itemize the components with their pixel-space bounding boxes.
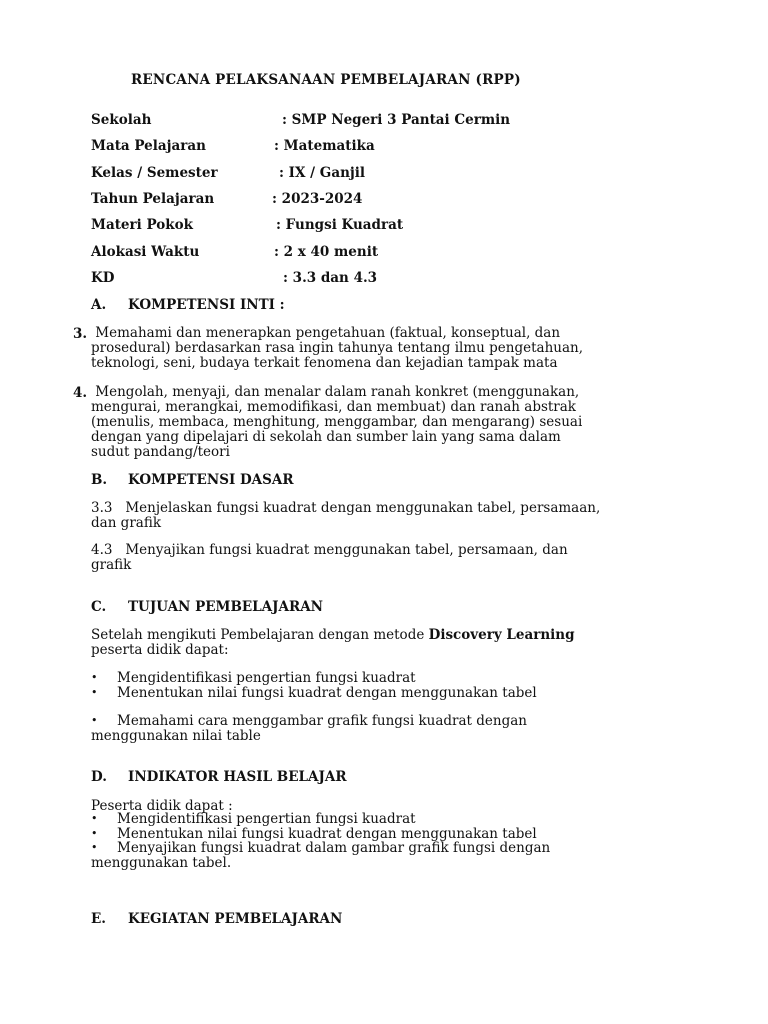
label-kd: KD bbox=[91, 270, 115, 286]
section-c-title: TUJUAN PEMBELAJARAN bbox=[128, 599, 324, 615]
kd-3-3-line-2: dan grafik bbox=[91, 515, 162, 531]
bullet-icon: • bbox=[91, 671, 98, 684]
ki-4-line-1: Mengolah, menyaji, dan menalar dalam ranah konkret (menggunakan, bbox=[91, 384, 580, 400]
tujuan-item-3-line-1: Memahami cara menggambar grafik fungsi kuadrat dengan bbox=[117, 713, 527, 729]
ki-4-line-2: mengurai, merangkai, memodifikasi, dan membuat) dan ranah abstrak bbox=[91, 399, 576, 415]
value-sekolah: : SMP Negeri 3 Pantai Cermin bbox=[282, 112, 511, 128]
kd-item-3-3 bbox=[91, 501, 600, 531]
bullet-icon: • bbox=[91, 841, 98, 854]
label-mata-pelajaran: Mata Pelajaran bbox=[91, 138, 206, 154]
section-d-letter: D. bbox=[91, 769, 107, 785]
tujuan-item-2: Menentukan nilai fungsi kuadrat dengan menggunakan tabel bbox=[117, 685, 537, 701]
section-e-letter: E. bbox=[91, 911, 106, 927]
kd-3-3-line-1: 3.3 Menjelaskan fungsi kuadrat dengan menggunakan tabel, persamaan, bbox=[91, 500, 601, 516]
section-c-letter: C. bbox=[91, 599, 107, 615]
ki-number-3: 3. bbox=[73, 326, 88, 342]
value-materi-pokok: : Fungsi Kuadrat bbox=[276, 217, 404, 233]
section-a-title: KOMPETENSI INTI : bbox=[128, 297, 285, 313]
ki-item-3 bbox=[91, 326, 583, 371]
value-tahun-pelajaran: : 2023-2024 bbox=[272, 191, 363, 207]
kd-4-3-line-2: grafik bbox=[91, 557, 132, 573]
section-b-heading bbox=[91, 472, 294, 488]
value-kd: : 3.3 dan 4.3 bbox=[283, 270, 378, 286]
value-mata-pelajaran: : Matematika bbox=[274, 138, 375, 154]
bullet-icon: • bbox=[91, 812, 98, 825]
ki-4-line-4: dengan yang dipelajari di sekolah dan sumber lain yang sama dalam bbox=[91, 429, 561, 445]
document-title: RENCANA PELAKSANAAN PEMBELAJARAN (RPP) bbox=[131, 72, 521, 88]
ki-4-line-5: sudut pandang/teori bbox=[91, 444, 230, 460]
section-e-heading bbox=[91, 911, 342, 927]
section-e-title: KEGIATAN PEMBELAJARAN bbox=[128, 911, 343, 927]
section-d-heading bbox=[91, 769, 347, 785]
tujuan-intro-line-1 bbox=[91, 628, 575, 643]
section-a-letter: A. bbox=[91, 297, 107, 313]
label-tahun-pelajaran: Tahun Pelajaran bbox=[91, 191, 215, 207]
label-sekolah: Sekolah bbox=[91, 112, 152, 128]
indikator-item-3-line-2: menggunakan tabel. bbox=[91, 855, 232, 871]
indikator-item-2: Menentukan nilai fungsi kuadrat dengan menggunakan tabel bbox=[117, 826, 537, 842]
tujuan-intro-line-2: peserta didik dapat: bbox=[91, 642, 229, 658]
value-kelas-semester: : IX / Ganjil bbox=[279, 165, 366, 181]
ki-3-line-3: teknologi, seni, budaya terkait fenomena dan kejadian tampak mata bbox=[91, 355, 558, 371]
indikator-intro: Peserta didik dapat : bbox=[91, 798, 233, 814]
ki-3-line-1: Memahami dan menerapkan pengetahuan (faktual, konseptual, dan bbox=[91, 325, 561, 341]
bullet-icon: • bbox=[91, 686, 98, 699]
indikator-item-3-line-1: Menyajikan fungsi kuadrat dalam gambar grafik fungsi dengan bbox=[117, 840, 551, 856]
section-d-title: INDIKATOR HASIL BELAJAR bbox=[128, 769, 347, 785]
label-materi-pokok: Materi Pokok bbox=[91, 217, 193, 233]
section-b-title: KOMPETENSI DASAR bbox=[128, 472, 294, 488]
tujuan-intro bbox=[91, 628, 575, 658]
value-alokasi-waktu: : 2 x 40 menit bbox=[274, 244, 379, 260]
ki-3-line-2: prosedural) berdasarkan rasa ingin tahunya tentang ilmu pengetahuan, bbox=[91, 340, 584, 356]
kd-4-3-line-1: 4.3 Menyajikan fungsi kuadrat menggunakan tabel, persamaan, dan bbox=[91, 542, 568, 558]
indikator-item-1: Mengidentifikasi pengertian fungsi kuadrat bbox=[117, 811, 416, 827]
label-alokasi-waktu: Alokasi Waktu bbox=[91, 244, 200, 260]
ki-4-line-3: (menulis, membaca, menghitung, menggambar, dan mengarang) sesuai bbox=[91, 414, 583, 430]
bullet-icon: • bbox=[91, 827, 98, 840]
tujuan-intro-text: Setelah mengikuti Pembelajaran dengan metode bbox=[91, 627, 429, 643]
ki-item-4 bbox=[91, 385, 582, 460]
section-c-heading bbox=[91, 599, 323, 615]
tujuan-item-1: Mengidentifikasi pengertian fungsi kuadrat bbox=[117, 670, 416, 686]
tujuan-item-3-line-2: menggunakan nilai table bbox=[91, 728, 261, 744]
method-name: Discovery Learning bbox=[428, 627, 575, 643]
kd-item-4-3 bbox=[91, 543, 568, 573]
ki-number-4: 4. bbox=[73, 385, 88, 401]
label-kelas-semester: Kelas / Semester bbox=[91, 165, 218, 181]
section-b-letter: B. bbox=[91, 472, 108, 488]
bullet-icon: • bbox=[91, 714, 98, 727]
section-a-heading bbox=[91, 297, 285, 313]
